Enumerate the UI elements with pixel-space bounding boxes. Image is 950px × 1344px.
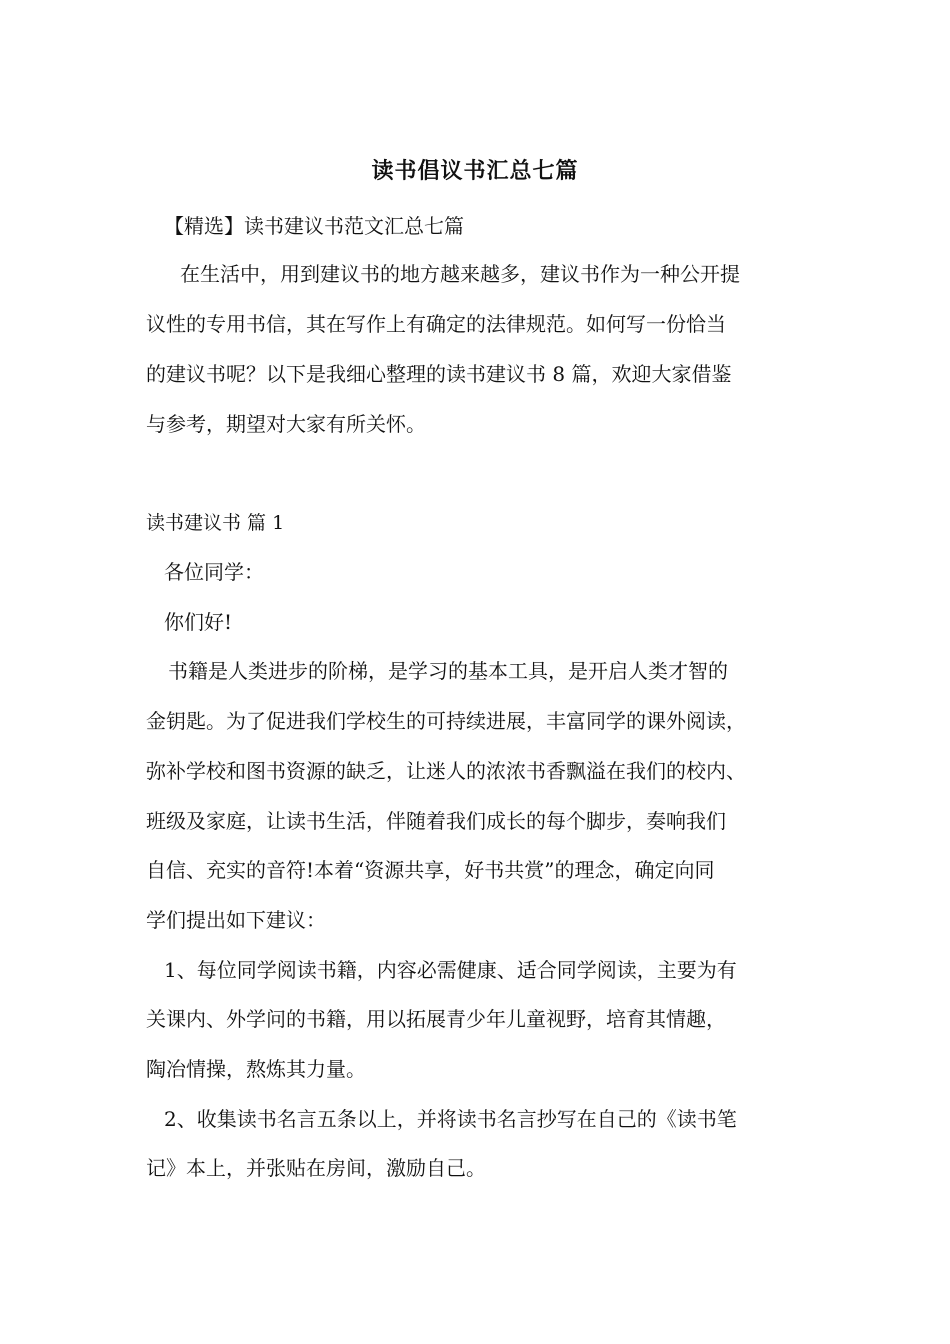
body-line: 学们提出如下建议： [146, 908, 326, 932]
salutation: 各位同学： [164, 560, 264, 584]
document-subtitle: 【精选】读书建议书范文汇总七篇 [164, 214, 464, 238]
intro-line: 的建议书呢？以下是我细心整理的读书建议书 8 篇，欢迎大家借鉴 [146, 362, 732, 386]
list-item-2-line: 2、收集读书名言五条以上，并将读书名言抄写在自己的《读书笔 [164, 1107, 737, 1131]
body-line: 自信、充实的音符!本着“资源共享，好书共赏”的理念，确定向同 [146, 858, 715, 882]
body-line: 班级及家庭，让读书生活，伴随着我们成长的每个脚步，奏响我们 [146, 809, 726, 833]
list-item-2-line: 记》本上，并张贴在房间，激励自己。 [146, 1156, 486, 1180]
section-heading: 读书建议书 篇 1 [146, 512, 285, 534]
intro-line: 在生活中，用到建议书的地方越来越多，建议书作为一种公开提 [180, 262, 740, 286]
body-line: 弥补学校和图书资源的缺乏，让迷人的浓浓书香飘溢在我们的校内、 [146, 759, 746, 783]
body-line: 金钥匙。为了促进我们学校生的可持续进展，丰富同学的课外阅读， [146, 709, 746, 733]
intro-line: 与参考，期望对大家有所关怀。 [146, 412, 426, 436]
intro-line: 议性的专用书信，其在写作上有确定的法律规范。如何写一份恰当 [146, 312, 726, 336]
list-item-1-line: 关课内、外学问的书籍，用以拓展青少年儿童视野，培育其情趣， [146, 1007, 726, 1031]
greeting: 你们好! [164, 610, 233, 634]
body-line: 书籍是人类进步的阶梯，是学习的基本工具，是开启人类才智的 [168, 659, 728, 683]
document-title: 读书倡议书汇总七篇 [371, 158, 579, 184]
list-item-1-line: 1、每位同学阅读书籍，内容必需健康、适合同学阅读，主要为有 [164, 958, 737, 982]
list-item-1-line: 陶冶情操，熬炼其力量。 [146, 1057, 366, 1081]
